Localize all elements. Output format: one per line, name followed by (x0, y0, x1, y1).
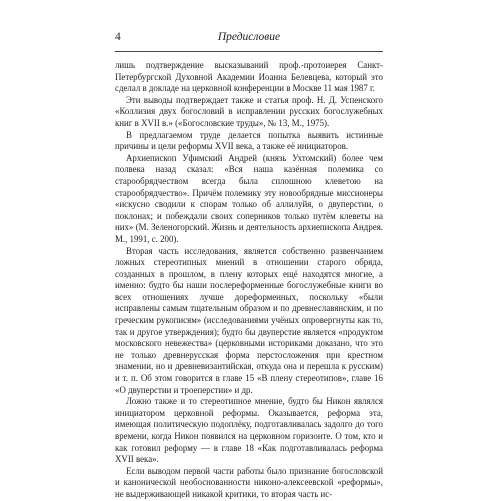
paragraph-nikon: Ложно также и то стереотипное мнение, будто бы Никон являлся инициатором церковной реформы. Оказывается, реформа эта, имеющая политическую подоплёку, подготавливалась задолго до того времени, когда Никон появился на церковном горизонте. О том, кто и как готовил реформу — в главе 18 «Как подготавливалась реформа XVII века». (115, 396, 383, 465)
header-rule (115, 51, 383, 52)
paragraph-conclusion: Если выводом первой части работы было признание богословской и канонической необоснованности никоно-алексеевской «реформы», не выдерживающей никакой критики, то вторая часть ис- (115, 465, 383, 499)
paragraph-second-part: Вторая часть исследования, является собственно развенчанием ложных стереотипных мнений в отношении старого обряда, созданных в прошлом, в плену которых ещё находятся многие, а именно: будто бы наши послереформенные богослужебные книги во всех отношениях лучше дореформенных, поскольку «были исправлены самым тщательным образом и по древнеславянским, и по греческим рукописям» (исследованиями учёных опровергнуты как то, так и другое утверждения); будто бы двуперстие является «продуктом московского невежества» (церковными историками доказано, что это не только древнерусская форма перстосложения при крестном знамении, но и древневизантийская, откуда она и перешла к русским) и т. п. Об этом говорится в главе 15 «В плену стереотипов», главе 16 «О двуперстии и троеперстии» и др. (115, 245, 383, 395)
page-number: 4 (115, 31, 121, 43)
paragraph-archbishop-andrey: Архиепископ Уфимский Андрей (князь Ухтомский) более чем полвека назад сказал: «Вся наша казённая полемика со старообрядчеством всегда была сплошною клеветою на старообрядчество». Причём полемику эту новообрядные миссионеры «искусно сводили к спорам только об аллилуйя, о двуперстии, о поклонах; и побеждали своих соперников только путём клеветы на них» (М. Зеленогорский. Жизнь и деятельность архиепископа Андрея. М., 1991, с. 200). (115, 152, 383, 244)
paragraph-purpose: В предлагаемом труде делается попытка выявить истинные причины и цели реформы XVII века, а также её инициаторов. (115, 129, 383, 152)
running-header-title: Предисловие (217, 31, 281, 43)
paragraph-uspensky: Эти выводы подтверждает также и статья проф. Н. Д. Успенского «Коллизия двух богословий в исправлении русских богослужебных книг в XVII в.» («Богословские труды», № 13, М., 1975). (115, 94, 383, 128)
paragraph-continuation: лишь подтверждение высказываний проф.-протоиерея Санкт-Петербургской Духовной Академии Иоанна Белевцева, который это сделал в докладе на церковной конференции в Москве 11 мая 1987 г. (115, 60, 383, 94)
body-text (115, 60, 383, 501)
running-header (115, 28, 383, 46)
